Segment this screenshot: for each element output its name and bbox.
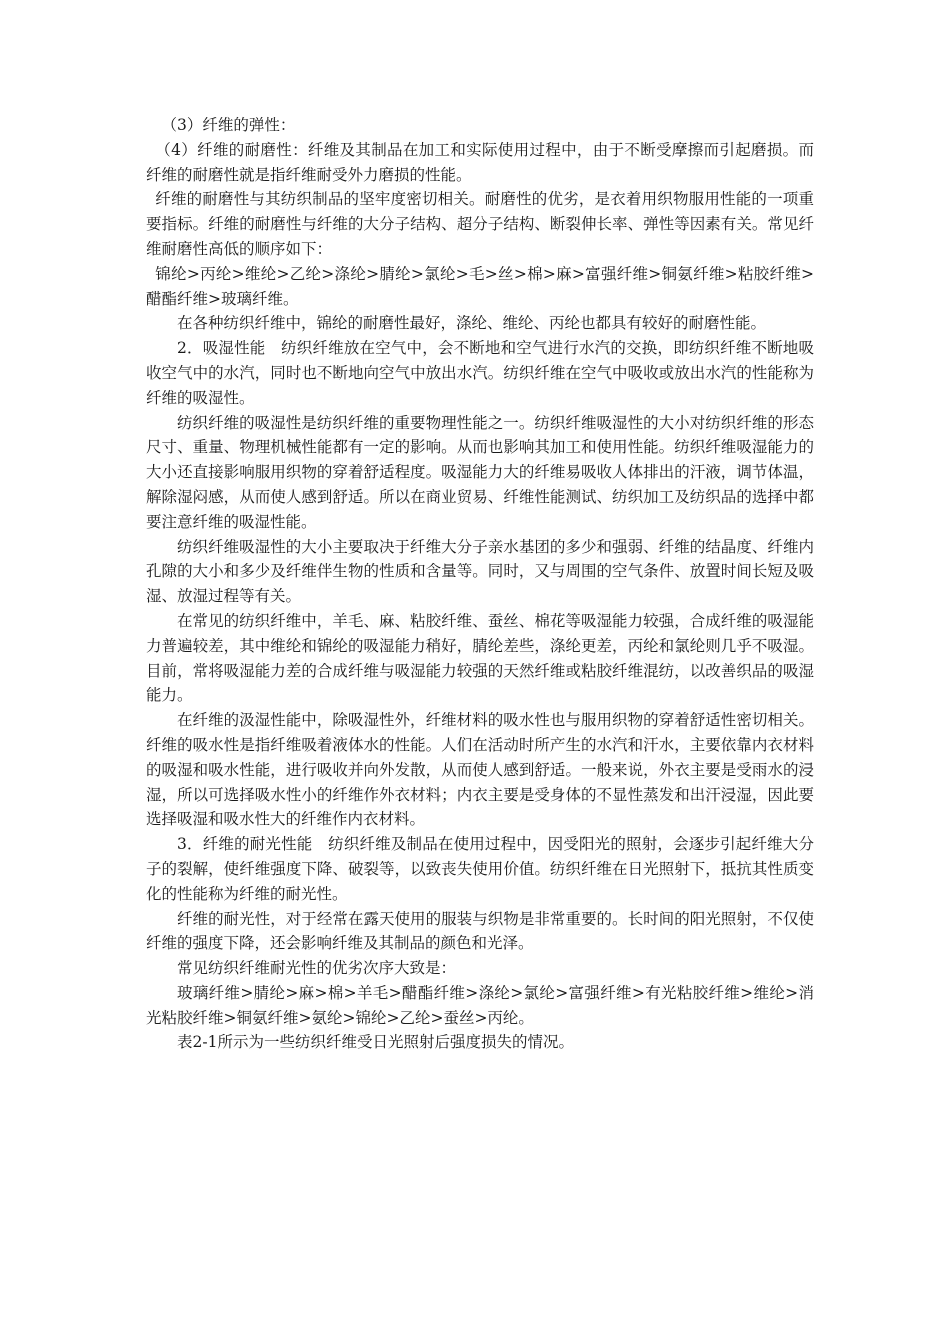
paragraph-abrasion-definition: （4）纤维的耐磨性：纤维及其制品在加工和实际使用过程中，由于不断受摩擦而引起磨损。而纤维的耐磨性就是指纤维耐受外力磨损的性能。 bbox=[146, 140, 814, 184]
paragraph-light-resistance-order-intro: 常见纺织纤维耐光性的优劣次序大致是： bbox=[177, 959, 457, 978]
paragraph-light-resistance-ranking: 玻璃纤维>腈纶>麻>棉>羊毛>醋酯纤维>涤纶>氯纶>富强纤维>有光粘胶纤维>维纶>消光粘胶纤维>铜氨纤维>氨纶>锦纶>乙纶>蚕丝>丙纶。 bbox=[146, 983, 814, 1027]
paragraph-table-reference: 表2-1所示为一些纺织纤维受日光照射后强度损失的情况。 bbox=[177, 1033, 574, 1052]
paragraph-light-resistance-importance: 纤维的耐光性，对于经常在露天使用的服装与织物是非常重要的。长时间的阳光照射，不仅使纤维的强度下降，还会影响纤维及其制品的颜色和光泽。 bbox=[146, 909, 814, 953]
paragraph-water-absorption: 在纤维的汲湿性能中，除吸湿性外，纤维材料的吸水性也与服用织物的穿着舒适性密切相关。纤维的吸水性是指纤维吸着液体水的性能。人们在活动时所产生的水汽和汗水，主要依靠内衣材料的吸湿和吸水性能，进行吸收并向外发散，从而使人感到舒适。一般来说，外衣主要是受雨水的浸湿，所以可选择吸水性小的纤维作外衣材料；内衣主要是受身体的不显性蒸发和出汗浸湿，因此要选择吸湿和吸水性大的纤维作内衣材料。 bbox=[146, 711, 814, 829]
paragraph-moisture-factors: 纺织纤维吸湿性的大小主要取决于纤维大分子亲水基团的多少和强弱、纤维的结晶度、纤维内孔隙的大小和多少及纤维伴生物的性质和含量等。同时，又与周围的空气条件、放置时间长短及吸湿、放湿过程等有关。 bbox=[146, 537, 814, 606]
paragraph-moisture-common-fibers: 在常见的纺织纤维中，羊毛、麻、粘胶纤维、蚕丝、棉花等吸湿能力较强，合成纤维的吸湿能力普遍较差，其中维纶和锦纶的吸湿能力稍好，腈纶差些，涤纶更差，丙纶和氯纶则几乎不吸湿。目前，常将吸湿能力差的合成纤维与吸湿能力较强的天然纤维或粘胶纤维混纺，以改善织品的吸湿能力。 bbox=[146, 611, 814, 705]
paragraph-elasticity-heading: （3）纤维的弹性： bbox=[161, 116, 296, 134]
paragraph-moisture-importance: 纺织纤维的吸湿性是纺织纤维的重要物理性能之一。纺织纤维吸湿性的大小对纺织纤维的形态尺寸、重量、物理机械性能都有一定的影响。从而也影响其加工和使用性能。纺织纤维吸湿能力的大小还直接影响服用织物的穿着舒适程度。吸湿能力大的纤维易吸收人体排出的汗液，调节体温，解除湿闷感，从而使人感到舒适。所以在商业贸易、纤维性能测试、纺织加工及纺织品的选择中都要注意纤维的吸湿性能。 bbox=[146, 413, 814, 531]
paragraph-moisture-definition: 2．吸湿性能 纺织纤维放在空气中，会不断地和空气进行水汽的交换，即纺织纤维不断地吸收空气中的水汽，同时也不断地向空气中放出水汽。纺织纤维在空气中吸收或放出水汽的性能称为纤维的吸湿性。 bbox=[146, 339, 814, 407]
document-body bbox=[146, 113, 814, 1055]
paragraph-abrasion-ranking: 锦纶>丙纶>维纶>乙纶>涤纶>腈纶>氯纶>毛>丝>棉>麻>富强纤维>铜氨纤维>粘胶纤维>醋酯纤维>玻璃纤维。 bbox=[146, 264, 814, 308]
paragraph-abrasion-summary: 在各种纺织纤维中，锦纶的耐磨性最好，涤纶、维纶、丙纶也都具有较好的耐磨性能。 bbox=[177, 314, 767, 333]
paragraph-abrasion-factors: 纤维的耐磨性与其纺织制品的坚牢度密切相关。耐磨性的优劣，是衣着用织物服用性能的一项重要指标。纤维的耐磨性与纤维的大分子结构、超分子结构、断裂伸长率、弹性等因素有关。常见纤维耐磨性高低的顺序如下： bbox=[146, 190, 814, 258]
paragraph-light-resistance-definition: 3．纤维的耐光性能 纺织纤维及制品在使用过程中，因受阳光的照射，会逐步引起纤维大分子的裂解，使纤维强度下降、破裂等，以致丧失使用价值。纺织纤维在日光照射下，抵抗其性质变化的性能称为纤维的耐光性。 bbox=[146, 835, 814, 903]
